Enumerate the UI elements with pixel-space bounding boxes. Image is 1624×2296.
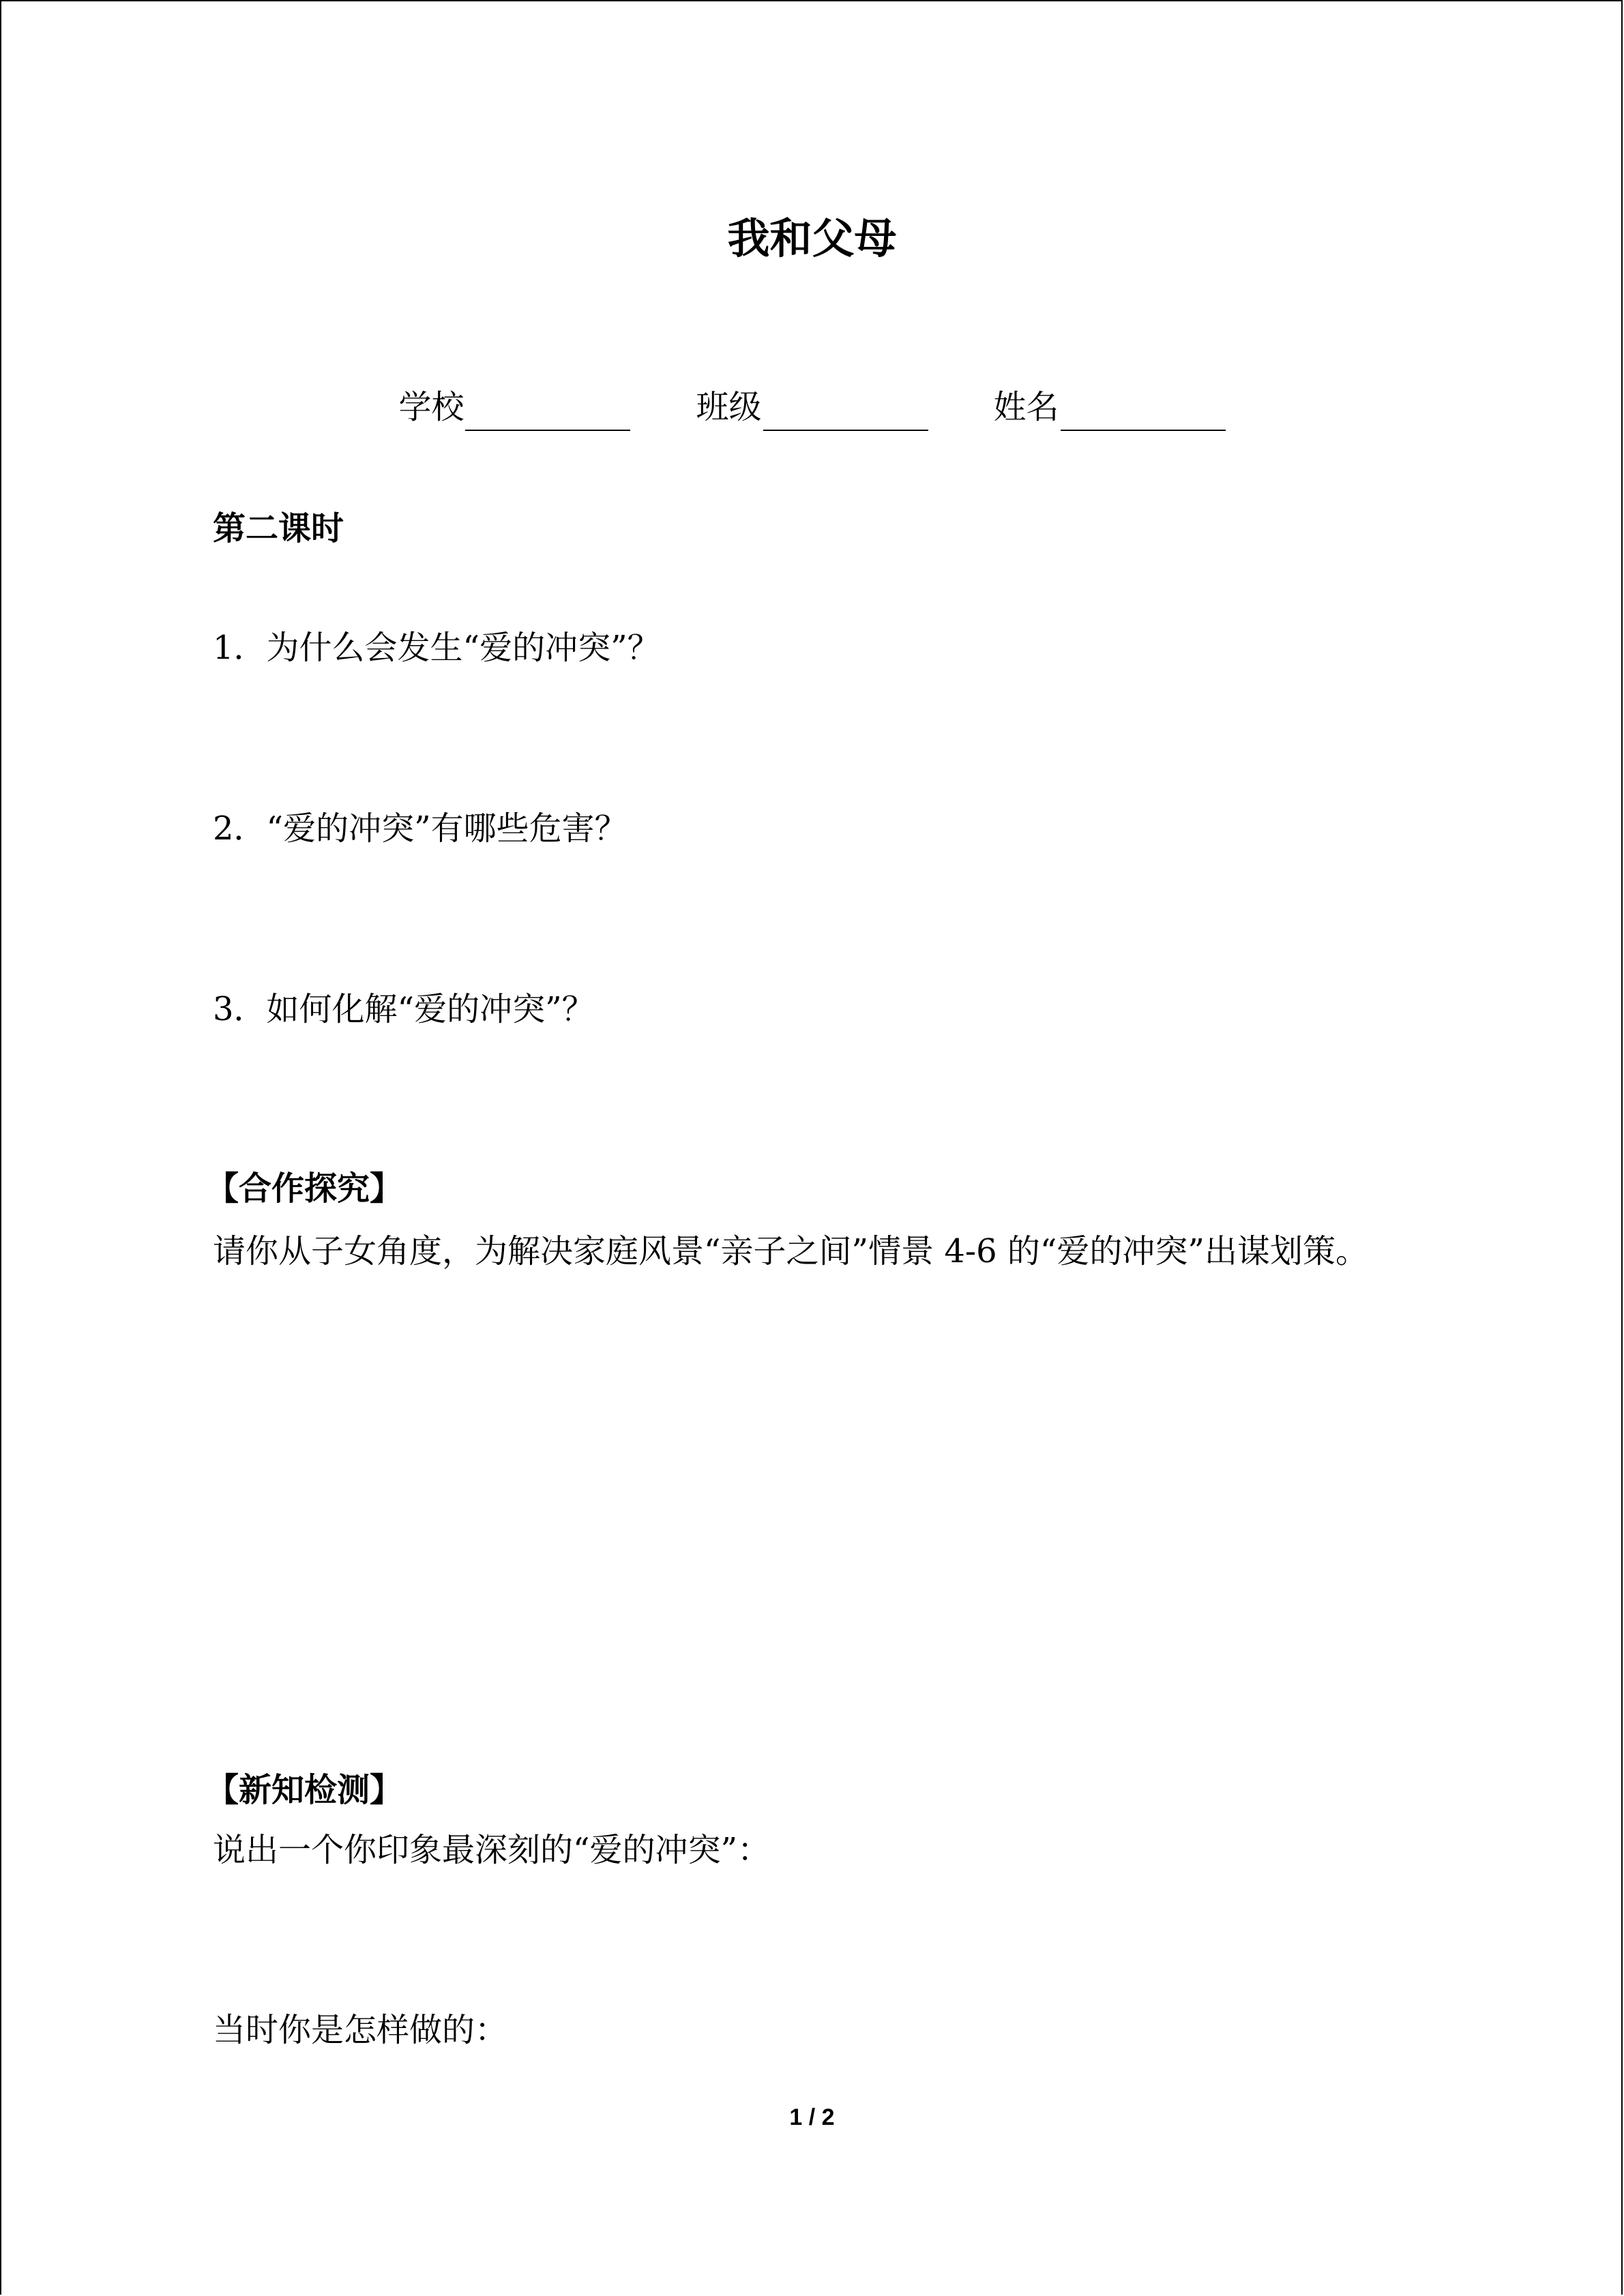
class-field	[696, 383, 928, 431]
page-number: 1 / 2	[789, 2104, 835, 2130]
cooperation-prompt: 请你从子女角度，为解决家庭风景“亲子之间”情景 4-6 的“爱的冲突”出谋划策。	[213, 1232, 1368, 1270]
name-field	[994, 383, 1226, 431]
school-blank[interactable]	[465, 394, 630, 431]
school-field	[398, 383, 630, 431]
check-heading: 【新知检测】	[206, 1771, 403, 1809]
school-label: 学校	[398, 388, 464, 426]
question-3: 3．如何化解“爱的冲突”？	[213, 990, 595, 1028]
student-info-row	[0, 383, 1624, 431]
lesson-heading: 第二课时	[213, 509, 344, 548]
name-blank[interactable]	[1061, 394, 1226, 431]
cooperation-heading: 【合作探究】	[206, 1169, 403, 1208]
page-title: 我和父母	[727, 213, 897, 263]
check-prompt-1: 说出一个你印象最深刻的“爱的冲突”：	[213, 1831, 771, 1869]
question-2: 2．“爱的冲突”有哪些危害？	[213, 809, 628, 848]
check-prompt-2: 当时你是怎样做的：	[213, 2011, 508, 2049]
class-blank[interactable]	[763, 394, 928, 431]
question-1: 1．为什么会发生“爱的冲突”？	[213, 629, 660, 667]
class-label: 班级	[696, 388, 762, 426]
name-label: 姓名	[993, 388, 1059, 426]
